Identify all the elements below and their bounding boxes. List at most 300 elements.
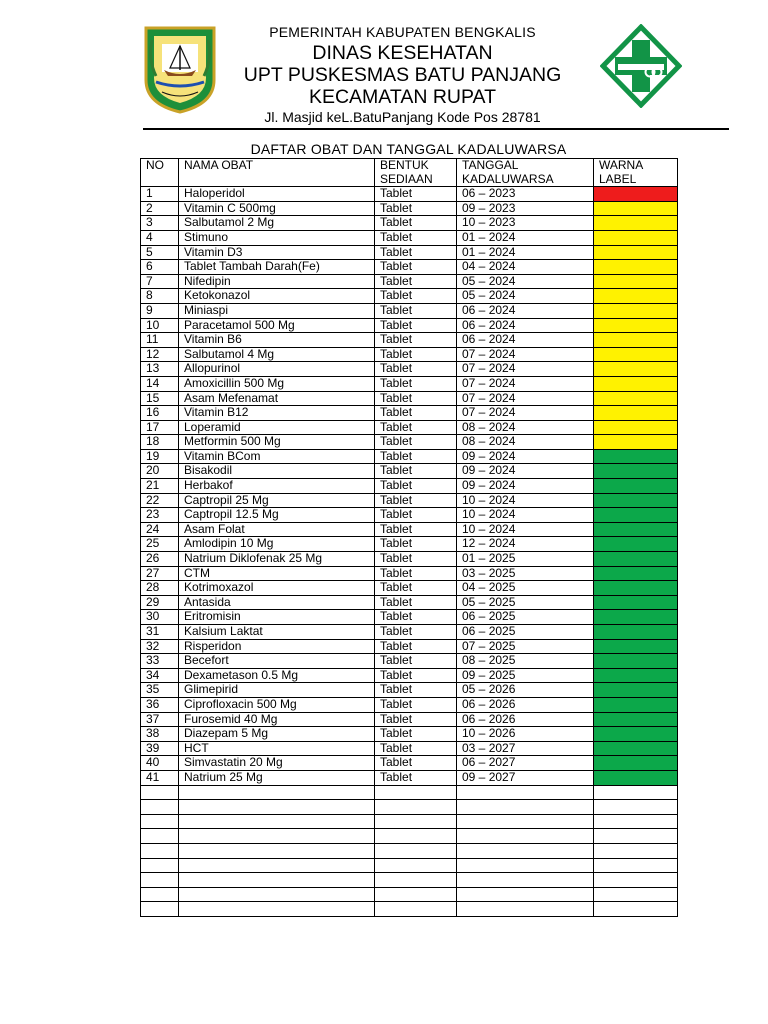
label-color-swatch [594, 303, 678, 318]
medicine-name: Ciprofloxacin 500 Mg [179, 697, 375, 712]
expiry-date: 06 – 2025 [457, 625, 594, 640]
table-row [141, 610, 678, 625]
dosage-form: Tablet [375, 697, 457, 712]
empty-cell [141, 843, 179, 858]
row-number: 9 [141, 303, 179, 318]
medicine-name: Captropil 12.5 Mg [179, 508, 375, 523]
table-row [141, 230, 678, 245]
table-row [141, 216, 678, 231]
medicine-name: Nifedipin [179, 274, 375, 289]
medicine-name: Paracetamol 500 Mg [179, 318, 375, 333]
expiry-date: 04 – 2025 [457, 581, 594, 596]
row-number: 23 [141, 508, 179, 523]
expiry-date: 07 – 2024 [457, 347, 594, 362]
table-row [141, 595, 678, 610]
dosage-form: Tablet [375, 230, 457, 245]
table-row [141, 697, 678, 712]
empty-cell [375, 800, 457, 815]
row-number: 32 [141, 639, 179, 654]
empty-cell [594, 887, 678, 902]
empty-cell [141, 902, 179, 917]
medicine-name: Simvastatin 20 Mg [179, 756, 375, 771]
dosage-form: Tablet [375, 260, 457, 275]
row-number: 19 [141, 449, 179, 464]
dosage-form: Tablet [375, 201, 457, 216]
row-number: 12 [141, 347, 179, 362]
expiry-date: 07 – 2024 [457, 406, 594, 421]
district-name: KECAMATAN RUPAT [308, 86, 497, 108]
empty-cell [457, 843, 594, 858]
dosage-form: Tablet [375, 187, 457, 202]
label-color-swatch [594, 391, 678, 406]
dosage-form: Tablet [375, 479, 457, 494]
medicine-name: Asam Folat [179, 522, 375, 537]
empty-cell [375, 814, 457, 829]
medicine-name: Amoxicillin 500 Mg [179, 376, 375, 391]
expiry-date: 06 – 2026 [457, 712, 594, 727]
dosage-form: Tablet [375, 245, 457, 260]
table-row [141, 464, 678, 479]
dosage-form: Tablet [375, 566, 457, 581]
row-number: 18 [141, 435, 179, 450]
empty-cell [179, 829, 375, 844]
empty-cell [179, 902, 375, 917]
row-number: 3 [141, 216, 179, 231]
dosage-form: Tablet [375, 508, 457, 523]
empty-row [141, 814, 678, 829]
expiry-date: 07 – 2024 [457, 391, 594, 406]
dosage-form: Tablet [375, 347, 457, 362]
dosage-form: Tablet [375, 362, 457, 377]
label-color-swatch [594, 581, 678, 596]
label-color-swatch [594, 668, 678, 683]
table-row [141, 727, 678, 742]
government-name: PEMERINTAH KABUPATEN BENGKALIS [269, 24, 536, 40]
table-row [141, 552, 678, 567]
row-number: 29 [141, 595, 179, 610]
table-row [141, 741, 678, 756]
medicine-name: CTM [179, 566, 375, 581]
empty-cell [594, 814, 678, 829]
row-number: 11 [141, 333, 179, 348]
table-row [141, 201, 678, 216]
empty-cell [179, 887, 375, 902]
medicine-name: Metformin 500 Mg [179, 435, 375, 450]
medicine-name: Salbutamol 2 Mg [179, 216, 375, 231]
empty-row [141, 800, 678, 815]
label-color-swatch [594, 697, 678, 712]
empty-cell [457, 858, 594, 873]
table-row [141, 303, 678, 318]
medicine-name: Captropil 25 Mg [179, 493, 375, 508]
empty-cell [141, 873, 179, 888]
empty-cell [141, 800, 179, 815]
medicine-name: Allopurinol [179, 362, 375, 377]
dosage-form: Tablet [375, 625, 457, 640]
header-expiry: TANGGAL KADALUWARSA [457, 159, 594, 187]
empty-cell [179, 858, 375, 873]
dosage-form: Tablet [375, 537, 457, 552]
table-row [141, 581, 678, 596]
header-no: NO [141, 159, 179, 187]
row-number: 14 [141, 376, 179, 391]
dosage-form: Tablet [375, 449, 457, 464]
department-name: DINAS KESEHATAN [312, 42, 493, 64]
bengkalis-emblem-icon [142, 24, 218, 114]
label-color-swatch [594, 187, 678, 202]
label-color-swatch [594, 654, 678, 669]
table-row [141, 187, 678, 202]
medicine-name: Kalsium Laktat [179, 625, 375, 640]
table-row [141, 274, 678, 289]
table-row [141, 318, 678, 333]
expiry-date: 05 – 2024 [457, 274, 594, 289]
medicine-name: Herbakof [179, 479, 375, 494]
header-label-color: WARNA LABEL [594, 159, 678, 187]
row-number: 27 [141, 566, 179, 581]
expiry-date: 09 – 2025 [457, 668, 594, 683]
table-row [141, 522, 678, 537]
expiry-date: 05 – 2026 [457, 683, 594, 698]
dosage-form: Tablet [375, 610, 457, 625]
medicine-name: Becefort [179, 654, 375, 669]
dosage-form: Tablet [375, 756, 457, 771]
dosage-form: Tablet [375, 770, 457, 785]
medicine-name: Haloperidol [179, 187, 375, 202]
empty-cell [594, 858, 678, 873]
empty-cell [179, 814, 375, 829]
label-color-swatch [594, 610, 678, 625]
dosage-form: Tablet [375, 333, 457, 348]
label-color-swatch [594, 522, 678, 537]
label-color-swatch [594, 756, 678, 771]
dosage-form: Tablet [375, 552, 457, 567]
empty-cell [375, 785, 457, 800]
row-number: 33 [141, 654, 179, 669]
expiry-date: 03 – 2027 [457, 741, 594, 756]
expiry-date: 01 – 2024 [457, 230, 594, 245]
table-row [141, 260, 678, 275]
row-number: 1 [141, 187, 179, 202]
expiry-date: 10 – 2024 [457, 522, 594, 537]
table-row [141, 347, 678, 362]
dosage-form: Tablet [375, 493, 457, 508]
row-number: 4 [141, 230, 179, 245]
medicine-name: Glimepirid [179, 683, 375, 698]
expiry-date: 03 – 2025 [457, 566, 594, 581]
dosage-form: Tablet [375, 522, 457, 537]
table-body [141, 187, 678, 917]
empty-row [141, 843, 678, 858]
row-number: 2 [141, 201, 179, 216]
empty-cell [141, 858, 179, 873]
expiry-date: 12 – 2024 [457, 537, 594, 552]
table-header-row [141, 159, 678, 187]
empty-cell [457, 785, 594, 800]
label-color-swatch [594, 479, 678, 494]
empty-cell [141, 814, 179, 829]
medicine-name: Ketokonazol [179, 289, 375, 304]
table-row [141, 654, 678, 669]
expiry-date: 06 – 2024 [457, 303, 594, 318]
dosage-form: Tablet [375, 654, 457, 669]
row-number: 5 [141, 245, 179, 260]
label-color-swatch [594, 464, 678, 479]
table-row [141, 362, 678, 377]
expiry-date: 10 – 2026 [457, 727, 594, 742]
empty-row [141, 858, 678, 873]
label-color-swatch [594, 260, 678, 275]
label-color-swatch [594, 770, 678, 785]
expiry-date: 06 – 2027 [457, 756, 594, 771]
row-number: 10 [141, 318, 179, 333]
expiry-date: 09 – 2024 [457, 479, 594, 494]
label-color-swatch [594, 333, 678, 348]
header-divider [143, 128, 729, 130]
expiry-date: 01 – 2024 [457, 245, 594, 260]
medicine-table [140, 158, 678, 917]
medicine-name: Tablet Tambah Darah(Fe) [179, 260, 375, 275]
medicine-name: Stimuno [179, 230, 375, 245]
dosage-form: Tablet [375, 376, 457, 391]
row-number: 30 [141, 610, 179, 625]
label-color-swatch [594, 289, 678, 304]
empty-row [141, 887, 678, 902]
medicine-name: Vitamin B6 [179, 333, 375, 348]
dosage-form: Tablet [375, 303, 457, 318]
label-color-swatch [594, 537, 678, 552]
label-color-swatch [594, 508, 678, 523]
row-number: 13 [141, 362, 179, 377]
row-number: 6 [141, 260, 179, 275]
expiry-date: 04 – 2024 [457, 260, 594, 275]
empty-row [141, 785, 678, 800]
label-color-swatch [594, 406, 678, 421]
medicine-name: Vitamin C 500mg [179, 201, 375, 216]
table-row [141, 537, 678, 552]
expiry-date: 06 – 2023 [457, 187, 594, 202]
label-color-swatch [594, 318, 678, 333]
empty-row [141, 873, 678, 888]
empty-cell [141, 785, 179, 800]
header-form: BENTUK SEDIAAN [375, 159, 457, 187]
row-number: 28 [141, 581, 179, 596]
empty-cell [375, 843, 457, 858]
table-row [141, 449, 678, 464]
medicine-name: Antasida [179, 595, 375, 610]
row-number: 36 [141, 697, 179, 712]
expiry-date: 01 – 2025 [457, 552, 594, 567]
empty-cell [141, 829, 179, 844]
table-row [141, 420, 678, 435]
row-number: 39 [141, 741, 179, 756]
dosage-form: Tablet [375, 435, 457, 450]
medicine-name: Vitamin B12 [179, 406, 375, 421]
label-color-swatch [594, 435, 678, 450]
empty-cell [457, 800, 594, 815]
empty-row [141, 829, 678, 844]
label-color-swatch [594, 420, 678, 435]
empty-cell [457, 873, 594, 888]
label-color-swatch [594, 201, 678, 216]
label-color-swatch [594, 712, 678, 727]
row-number: 38 [141, 727, 179, 742]
empty-cell [457, 814, 594, 829]
expiry-date: 07 – 2024 [457, 376, 594, 391]
label-color-swatch [594, 639, 678, 654]
table-row [141, 245, 678, 260]
expiry-date: 06 – 2024 [457, 333, 594, 348]
empty-cell [594, 800, 678, 815]
table-row [141, 376, 678, 391]
empty-cell [457, 887, 594, 902]
row-number: 20 [141, 464, 179, 479]
row-number: 25 [141, 537, 179, 552]
dosage-form: Tablet [375, 216, 457, 231]
empty-cell [457, 829, 594, 844]
expiry-date: 09 – 2024 [457, 449, 594, 464]
dosage-form: Tablet [375, 581, 457, 596]
table-row [141, 683, 678, 698]
label-color-swatch [594, 625, 678, 640]
dosage-form: Tablet [375, 289, 457, 304]
expiry-date: 06 – 2024 [457, 318, 594, 333]
label-color-swatch [594, 727, 678, 742]
empty-cell [375, 873, 457, 888]
label-color-swatch [594, 376, 678, 391]
empty-cell [375, 829, 457, 844]
label-color-swatch [594, 245, 678, 260]
expiry-date: 08 – 2024 [457, 435, 594, 450]
dosage-form: Tablet [375, 274, 457, 289]
dosage-form: Tablet [375, 595, 457, 610]
medicine-name: Amlodipin 10 Mg [179, 537, 375, 552]
expiry-date: 10 – 2023 [457, 216, 594, 231]
empty-cell [594, 785, 678, 800]
label-color-swatch [594, 493, 678, 508]
empty-cell [179, 873, 375, 888]
expiry-date: 10 – 2024 [457, 508, 594, 523]
table-row [141, 566, 678, 581]
expiry-date: 06 – 2026 [457, 697, 594, 712]
row-number: 40 [141, 756, 179, 771]
label-color-swatch [594, 216, 678, 231]
document-title: DAFTAR OBAT DAN TANGGAL KADALUWARSA [250, 141, 567, 157]
table-row [141, 406, 678, 421]
row-number: 8 [141, 289, 179, 304]
medicine-name: Natrium Diklofenak 25 Mg [179, 552, 375, 567]
medicine-name: Risperidon [179, 639, 375, 654]
expiry-date: 09 – 2023 [457, 201, 594, 216]
table-row [141, 625, 678, 640]
dosage-form: Tablet [375, 318, 457, 333]
row-number: 37 [141, 712, 179, 727]
header-name: NAMA OBAT [179, 159, 375, 187]
expiry-date: 09 – 2024 [457, 464, 594, 479]
dosage-form: Tablet [375, 668, 457, 683]
empty-cell [594, 902, 678, 917]
medicine-name: Natrium 25 Mg [179, 770, 375, 785]
empty-row [141, 902, 678, 917]
row-number: 34 [141, 668, 179, 683]
row-number: 16 [141, 406, 179, 421]
medicine-name: Loperamid [179, 420, 375, 435]
label-color-swatch [594, 741, 678, 756]
institution-name: UPT PUSKESMAS BATU PANJANG [243, 64, 562, 86]
expiry-date: 08 – 2024 [457, 420, 594, 435]
table-row [141, 712, 678, 727]
expiry-date: 07 – 2024 [457, 362, 594, 377]
row-number: 41 [141, 770, 179, 785]
row-number: 26 [141, 552, 179, 567]
dosage-form: Tablet [375, 391, 457, 406]
medicine-name: Diazepam 5 Mg [179, 727, 375, 742]
medicine-name: HCT [179, 741, 375, 756]
row-number: 31 [141, 625, 179, 640]
expiry-date: 08 – 2025 [457, 654, 594, 669]
dosage-form: Tablet [375, 741, 457, 756]
medicine-name: Kotrimoxazol [179, 581, 375, 596]
medicine-name: Salbutamol 4 Mg [179, 347, 375, 362]
empty-cell [179, 785, 375, 800]
puskesmas-cross-icon [600, 24, 682, 108]
dosage-form: Tablet [375, 406, 457, 421]
dosage-form: Tablet [375, 683, 457, 698]
row-number: 21 [141, 479, 179, 494]
table-row [141, 435, 678, 450]
table-row [141, 479, 678, 494]
empty-cell [594, 873, 678, 888]
medicine-name: Eritromisin [179, 610, 375, 625]
empty-cell [141, 887, 179, 902]
table-row [141, 391, 678, 406]
empty-cell [375, 858, 457, 873]
row-number: 22 [141, 493, 179, 508]
letterhead [0, 0, 768, 160]
label-color-swatch [594, 683, 678, 698]
row-number: 7 [141, 274, 179, 289]
row-number: 17 [141, 420, 179, 435]
row-number: 24 [141, 522, 179, 537]
label-color-swatch [594, 552, 678, 567]
label-color-swatch [594, 230, 678, 245]
medicine-name: Dexametason 0.5 Mg [179, 668, 375, 683]
dosage-form: Tablet [375, 712, 457, 727]
empty-cell [594, 843, 678, 858]
dosage-form: Tablet [375, 639, 457, 654]
medicine-name: Vitamin BCom [179, 449, 375, 464]
label-color-swatch [594, 595, 678, 610]
expiry-date: 10 – 2024 [457, 493, 594, 508]
empty-cell [375, 902, 457, 917]
label-color-swatch [594, 449, 678, 464]
empty-cell [457, 902, 594, 917]
row-number: 35 [141, 683, 179, 698]
empty-cell [375, 887, 457, 902]
dosage-form: Tablet [375, 727, 457, 742]
expiry-date: 05 – 2024 [457, 289, 594, 304]
dosage-form: Tablet [375, 464, 457, 479]
table-row [141, 333, 678, 348]
table-row [141, 668, 678, 683]
expiry-date: 06 – 2025 [457, 610, 594, 625]
expiry-date: 07 – 2025 [457, 639, 594, 654]
medicine-name: Vitamin D3 [179, 245, 375, 260]
empty-cell [594, 829, 678, 844]
label-color-swatch [594, 347, 678, 362]
table-row [141, 493, 678, 508]
table-row [141, 770, 678, 785]
